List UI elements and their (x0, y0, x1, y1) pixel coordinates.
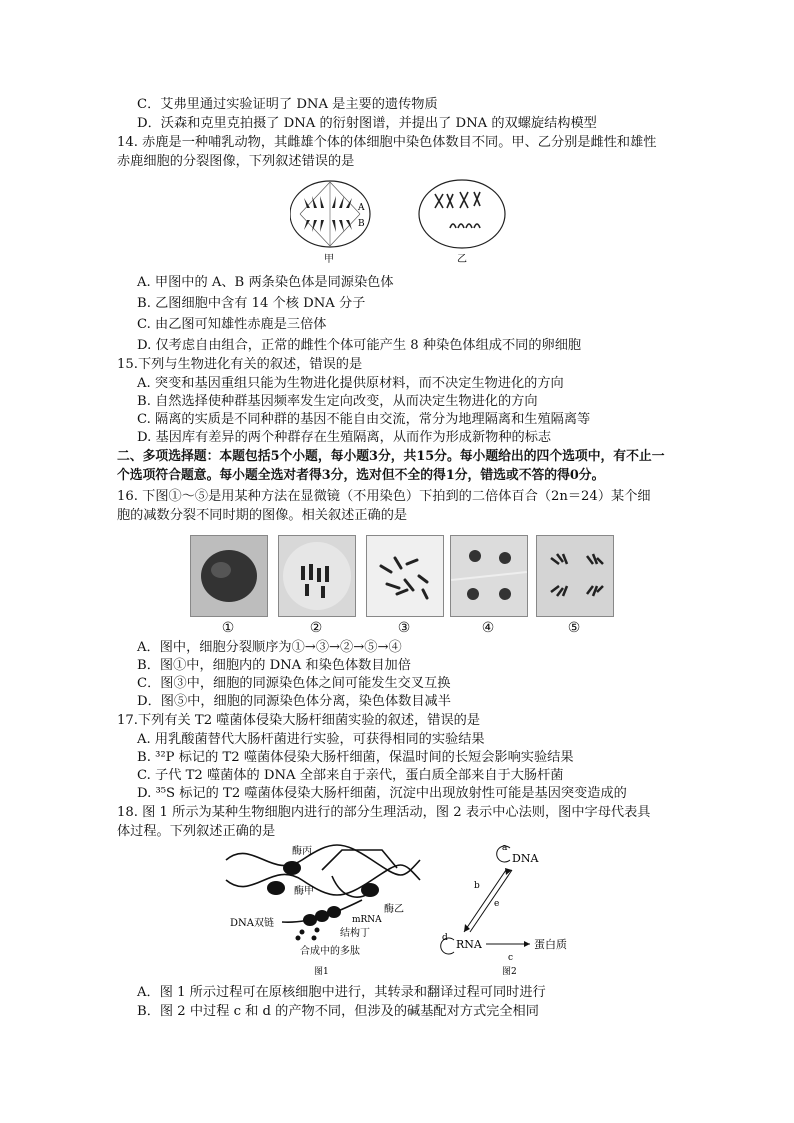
q15-option-d: D. 基因库有差异的两个种群存在生殖隔离，从而作为形成新物种的标志 (137, 430, 552, 445)
figure-2-caption: 图2 (502, 967, 517, 977)
process-b-label: b (474, 881, 480, 891)
q18-stem-line2: 体过程。下列叙述正确的是 (117, 824, 276, 839)
q17-option-c: C. 子代 T2 噬菌体的 DNA 全部来自于亲代，蛋白质全部来自于大肠杆菌 (137, 768, 564, 783)
q16-option-d: D．图⑤中，细胞的同源染色体分离，染色体数目减半 (137, 694, 451, 709)
q16-stem-line2: 胞的减数分裂不同时期的图像。相关叙述正确的是 (117, 508, 408, 523)
q14-option-c: C. 由乙图可知雄性赤鹿是三倍体 (137, 317, 327, 332)
micrograph-5-label: ⑤ (567, 620, 581, 636)
q13-option-c: C．艾弗里通过实验证明了 DNA 是主要的遗传物质 (137, 97, 438, 112)
q14-cell-figures (290, 176, 510, 266)
q17-option-b: B. ³²P 标记的 T2 噬菌体侵染大肠杆细菌，保温时间的长短会影响实验结果 (137, 750, 574, 765)
enzyme-bing-label: 酶丙 (292, 846, 312, 857)
q17-option-a: A. 用乳酸菌替代大肠杆菌进行实验，可获得相同的实验结果 (137, 732, 485, 747)
q18-option-a: A．图 1 所示过程可在原核细胞中进行，其转录和翻译过程可同时进行 (137, 985, 546, 1000)
process-e-label: e (494, 899, 500, 909)
q13-option-d: D．沃森和克里克拍摄了 DNA 的衍射图谱，并提出了 DNA 的双螺旋结构模型 (137, 116, 597, 131)
chromosome-a-label: A (358, 203, 365, 213)
micrograph-4-label: ④ (481, 620, 495, 636)
micrograph-2 (278, 535, 356, 617)
figure-1-caption: 图1 (314, 967, 329, 977)
q15-option-c: C. 隔离的实质是不同种群的基因不能自由交流，常分为地理隔离和生殖隔离等 (137, 412, 591, 427)
micrograph-4 (450, 535, 528, 617)
q15-option-a: A. 突变和基因重组只能为生物进化提供原材料，而不决定生物进化的方向 (137, 376, 564, 391)
micrograph-1 (190, 535, 268, 617)
mrna-label: mRNA (352, 915, 382, 925)
process-d-label: d (442, 933, 448, 943)
q18-option-b: B．图 2 中过程 c 和 d 的产物不同，但涉及的碱基配对方式完全相同 (137, 1004, 539, 1019)
cell-jia-diagram (290, 181, 370, 265)
dna-node-label: DNA (512, 852, 539, 865)
section2-instructions-line1: 二、多项选择题：本题包括5个小题，每小题3分，共15分。每小题给出的四个选项中，有不止一 (117, 449, 665, 464)
micrograph-2-label: ② (309, 620, 323, 636)
figure-jia-label: 甲 (324, 254, 334, 265)
dna-double-strand-label: DNA双链 (230, 918, 274, 929)
polypeptide-label: 合成中的多肽 (300, 946, 360, 957)
q14-option-a: A. 甲图中的 A、B 两条染色体是同源染色体 (137, 275, 394, 290)
q16-option-c: C．图③中，细胞的同源染色体之间可能发生交叉互换 (137, 676, 451, 691)
q16-option-a: A．图中，细胞分裂顺序为①→③→②→⑤→④ (137, 640, 402, 655)
micrograph-5 (536, 535, 614, 617)
figure-2-central-dogma (440, 840, 580, 980)
q15-stem: 15.下列与生物进化有关的叙述，错误的是 (117, 357, 363, 372)
q14-option-d: D. 仅考虑自由组合，正常的雌性个体可能产生 8 种染色体组成不同的卵细胞 (137, 338, 582, 353)
enzyme-jia-label: 酶甲 (294, 886, 314, 897)
q15-option-b: B. 自然选择使种群基因频率发生定向改变，从而决定生物进化的方向 (137, 394, 538, 409)
structure-ding-label: 结构丁 (340, 928, 370, 939)
micrograph-3 (366, 535, 444, 617)
process-a-label: a (502, 843, 508, 853)
protein-node-label: 蛋白质 (534, 938, 567, 951)
q17-option-d: D. ³⁵S 标记的 T2 噬菌体侵染大肠杆细菌，沉淀中出现放射性可能是基因突变造成的 (137, 786, 627, 801)
q14-option-b: B. 乙图细胞中含有 14 个核 DNA 分子 (137, 296, 366, 311)
figure-1-transcription-translation (222, 840, 422, 980)
q18-stem-line1: 18. 图 1 所示为某种生物细胞内进行的部分生理活动，图 2 表示中心法则，图中字母代表具 (117, 805, 651, 820)
rna-node-label: RNA (456, 938, 482, 951)
q16-option-b: B．图①中，细胞内的 DNA 和染色体数目加倍 (137, 658, 411, 673)
q14-stem-line1: 14. 赤鹿是一种哺乳动物，其雌雄个体的体细胞中染色体数目不同。甲、乙分别是雌性和雄性 (117, 135, 657, 150)
q14-stem-line2: 赤鹿细胞的分裂图像，下列叙述错误的是 (117, 154, 355, 169)
q17-stem: 17.下列有关 T2 噬菌体侵染大肠杆细菌实验的叙述，错误的是 (117, 713, 481, 728)
section2-instructions-line2: 个选项符合题意。每小题全选对者得3分，选对但不全的得1分，错选或不答的得0分。 (117, 468, 605, 483)
cell-yi-diagram (419, 180, 505, 265)
q16-stem-line1: 16. 下图①～⑤是用某种方法在显微镜（不用染色）下拍到的二倍体百合（2n＝24）某个细 (117, 489, 651, 504)
micrograph-1-label: ① (221, 620, 235, 636)
micrograph-3-label: ③ (397, 620, 411, 636)
chromosome-b-label: B (358, 219, 365, 229)
process-c-label: c (508, 953, 514, 963)
figure-yi-label: 乙 (457, 254, 467, 265)
enzyme-yi-label: 酶乙 (384, 904, 404, 915)
